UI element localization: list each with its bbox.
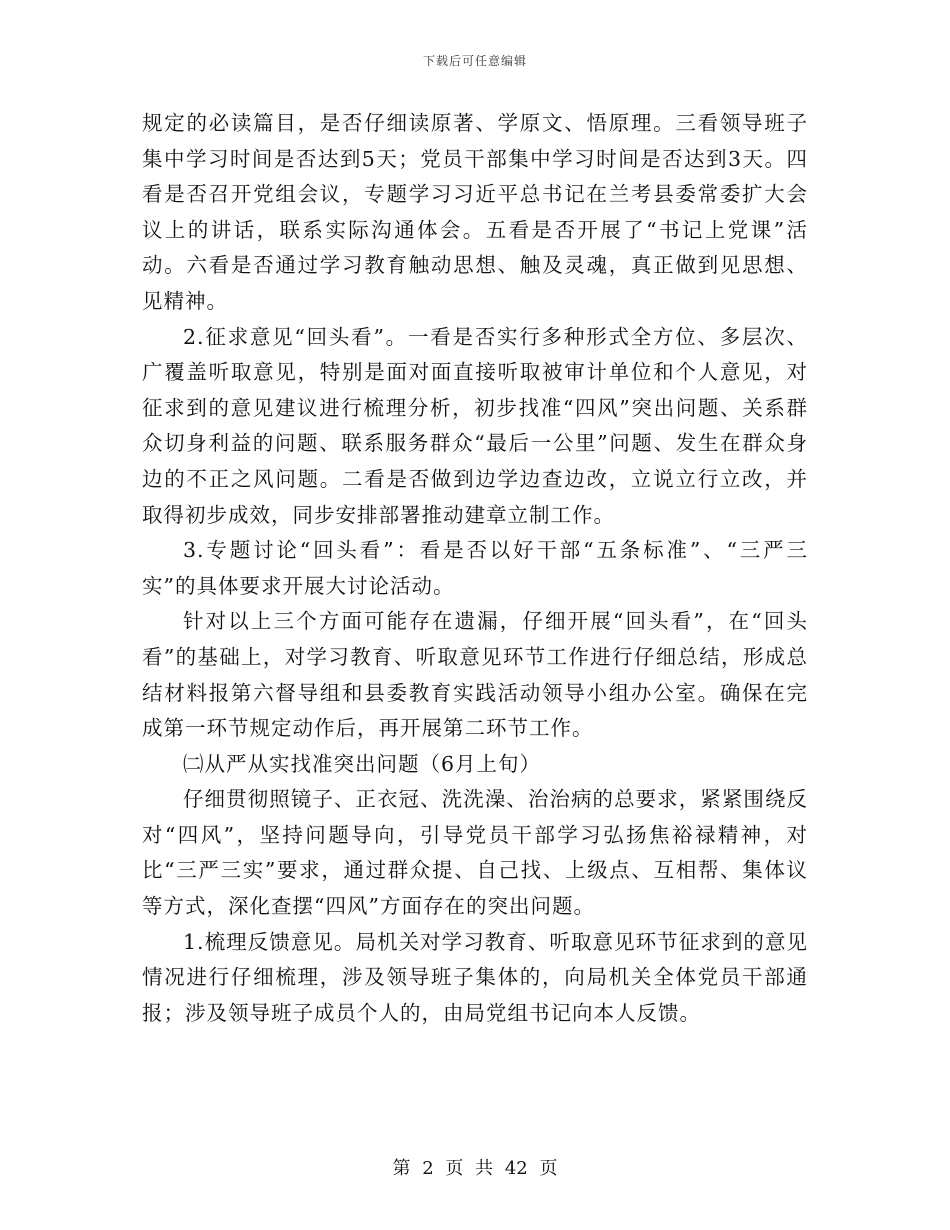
paragraph-1: 规定的必读篇目，是否仔细读原著、学原文、悟原理。三看领导班子集中学习时间是否达到5天；党员干部集中学习时间是否达到3天。四看是否召开党组会议，专题学习习近平总书记在兰考县委常委扩大会议上的讲话，联系实际沟通体会。五看是否开展了“书记上党课”活动。六看是否通过学习教育触动思想、触及灵魂，真正做到见思想、见精神。 xyxy=(142,111,808,313)
paragraph-6: 仔细贯彻照镜子、正衣冠、洗洗澡、治治病的总要求，紧紧围绕反对“四风”，坚持问题导向，引导党员干部学习弘扬焦裕禄精神，对比“三严三实”要求，通过群众提、自己找、上级点、互相帮、集体议等方式，深化查摆“四风”方面存在的突出问题。 xyxy=(142,787,808,919)
page-header: 下载后可任意编辑 xyxy=(422,54,527,68)
section-heading: ㈡从严从实找准突出问题（6月上旬） xyxy=(183,751,542,776)
paragraph-7: 1.梳理反馈意见。局机关对学习教育、听取意见环节征求到的意见情况进行仔细梳理，涉及领导班子集体的，向局机关全体党员干部通报；涉及领导班子成员个人的，由局党组书记向本人反馈。 xyxy=(142,929,808,1025)
page-footer: 第 2 页 共 42 页 xyxy=(392,1158,558,1179)
paragraph-3: 3.专题讨论“回头看”：看是否以好干部“五条标准”、“三严三实”的具体要求开展大讨论活动。 xyxy=(142,538,808,598)
paragraph-4: 针对以上三个方面可能存在遗漏，仔细开展“回头看”，在“回头看”的基础上，对学习教育、听取意见环节工作进行仔细总结，形成总结材料报第六督导组和县委教育实践活动领导小组办公室。确保在完成第一环节规定动作后，再开展第二环节工作。 xyxy=(142,609,808,741)
paragraph-2: 2.征求意见“回头看”。一看是否实行多种形式全方位、多层次、广覆盖听取意见，特别是面对面直接听取被审计单位和个人意见，对征求到的意见建议进行梳理分析，初步找准“四风”突出问题、关系群众切身利益的问题、联系服务群众“最后一公里”问题、发生在群众身边的不正之风问题。二看是否做到边学边查边改，立说立行立改，并取得初步成效，同步安排部署推动建章立制工作。 xyxy=(142,324,808,527)
document-body xyxy=(142,106,808,1031)
